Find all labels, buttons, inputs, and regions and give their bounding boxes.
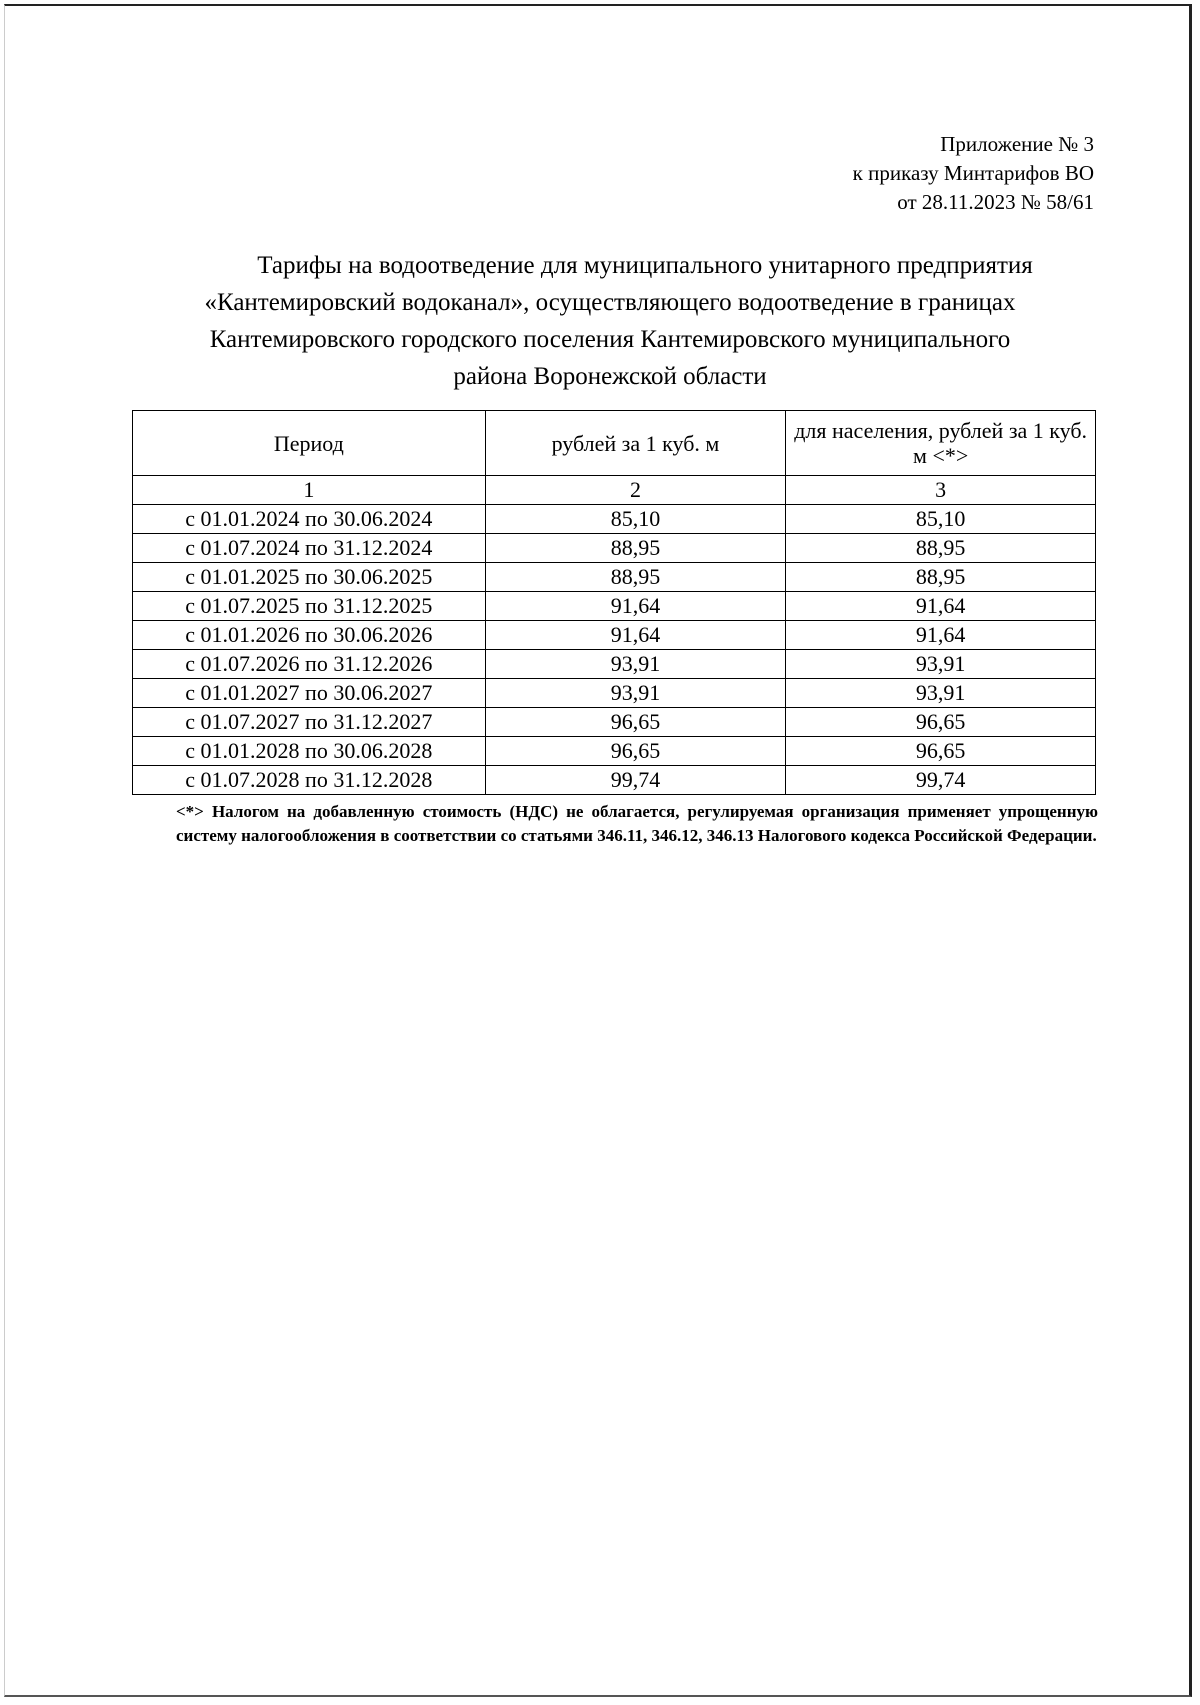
cell-period: с 01.01.2027 по 30.06.2027 <box>133 679 486 708</box>
cell-rate: 93,91 <box>485 650 786 679</box>
cell-rate: 88,95 <box>485 534 786 563</box>
table-row <box>133 534 1096 563</box>
column-number: 1 <box>133 476 486 505</box>
header-rub-per-m3: рублей за 1 куб. м <box>485 411 786 476</box>
cell-rate-population: 93,91 <box>786 679 1096 708</box>
cell-rate: 91,64 <box>485 621 786 650</box>
table-row <box>133 621 1096 650</box>
table-row <box>133 679 1096 708</box>
document-title <box>130 247 1090 395</box>
title-line-3: Кантемировского городского поселения Кантемировского муниципального <box>209 326 1011 353</box>
title-line-4: района Воронежской области <box>453 363 767 390</box>
title-line-1: Тарифы на водоотведение для муниципального унитарного предприятия <box>257 252 1033 279</box>
footnote <box>132 800 1098 848</box>
appendix-line-3: от 28.11.2023 № 58/61 <box>897 190 1094 214</box>
cell-period: с 01.01.2025 по 30.06.2025 <box>133 563 486 592</box>
cell-rate-population: 96,65 <box>786 737 1096 766</box>
cell-period: с 01.01.2026 по 30.06.2026 <box>133 621 486 650</box>
table-column-numbers-row <box>133 476 1096 505</box>
cell-rate: 85,10 <box>485 505 786 534</box>
table-row <box>133 592 1096 621</box>
table-row <box>133 766 1096 795</box>
appendix-line-2: к приказу Минтарифов ВО <box>852 161 1094 185</box>
cell-period: с 01.01.2028 по 30.06.2028 <box>133 737 486 766</box>
appendix-line-1: Приложение № 3 <box>940 132 1094 156</box>
table-row <box>133 563 1096 592</box>
cell-period: с 01.07.2025 по 31.12.2025 <box>133 592 486 621</box>
appendix-reference <box>853 130 1094 217</box>
cell-rate: 99,74 <box>485 766 786 795</box>
table-row <box>133 737 1096 766</box>
cell-rate: 96,65 <box>485 708 786 737</box>
title-line-2: «Кантемировский водоканал», осуществляющего водоотведение в границах <box>204 289 1016 316</box>
cell-rate: 93,91 <box>485 679 786 708</box>
footnote-text: <*> Налогом на добавленную стоимость (НДС) не облагается, регулируемая организация применяет упрощенную систему налогообложения в соответствии со статьями 346.11, 346.12, 346.13 Налогового кодекса Российской Федерации. <box>176 802 1098 845</box>
table-row <box>133 505 1096 534</box>
cell-rate: 91,64 <box>485 592 786 621</box>
table-header-row <box>133 411 1096 476</box>
header-population-rub-per-m3: для населения, рублей за 1 куб. м <*> <box>786 411 1096 476</box>
column-number: 2 <box>485 476 786 505</box>
cell-rate-population: 96,65 <box>786 708 1096 737</box>
cell-rate: 88,95 <box>485 563 786 592</box>
cell-period: с 01.07.2024 по 31.12.2024 <box>133 534 486 563</box>
cell-rate-population: 91,64 <box>786 621 1096 650</box>
table-row <box>133 708 1096 737</box>
cell-rate-population: 88,95 <box>786 563 1096 592</box>
cell-period: с 01.07.2026 по 31.12.2026 <box>133 650 486 679</box>
header-period: Период <box>133 411 486 476</box>
tariff-table <box>132 410 1096 795</box>
cell-rate-population: 93,91 <box>786 650 1096 679</box>
column-number: 3 <box>786 476 1096 505</box>
cell-rate-population: 85,10 <box>786 505 1096 534</box>
cell-rate-population: 99,74 <box>786 766 1096 795</box>
cell-period: с 01.07.2028 по 31.12.2028 <box>133 766 486 795</box>
cell-rate-population: 88,95 <box>786 534 1096 563</box>
cell-period: с 01.07.2027 по 31.12.2027 <box>133 708 486 737</box>
table-row <box>133 650 1096 679</box>
cell-rate-population: 91,64 <box>786 592 1096 621</box>
cell-rate: 96,65 <box>485 737 786 766</box>
cell-period: с 01.01.2024 по 30.06.2024 <box>133 505 486 534</box>
